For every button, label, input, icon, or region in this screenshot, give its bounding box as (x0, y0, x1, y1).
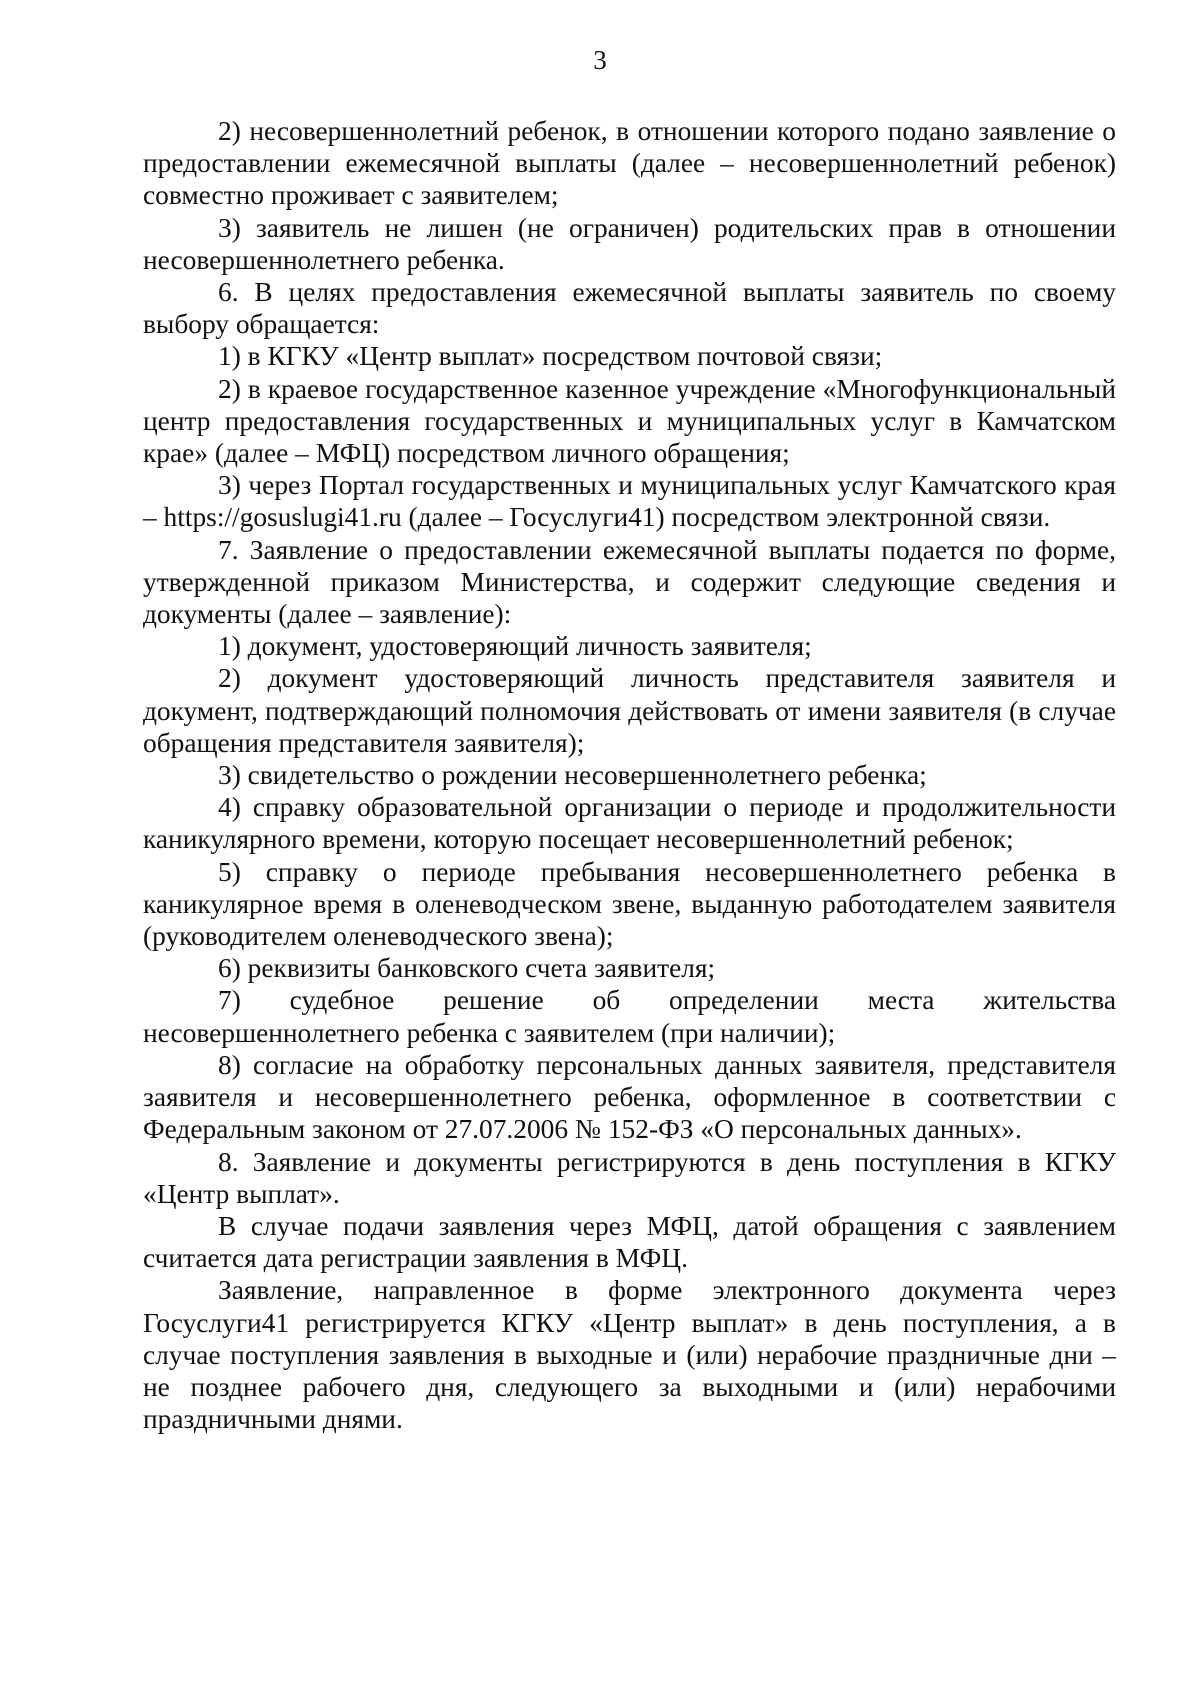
paragraph-item-3-parental-rights: 3) заявитель не лишен (не ограничен) родительских прав в отношении несовершеннолетнего ребенка. (143, 212, 1116, 275)
paragraph-section-7-item-8: 8) согласие на обработку персональных данных заявителя, представителя заявителя и несовершеннолетнего ребенка, оформленное в соответствии с Федеральным законом от 27.07.2006 № 152-ФЗ «О персональных данных». (143, 1049, 1116, 1145)
paragraph-section-7-item-4: 4) справку образовательной организации о периоде и продолжительности каникулярного времени, которую посещает несовершеннолетний ребенок; (143, 792, 1116, 855)
paragraph-section-7-item-6: 6) реквизиты банковского счета заявителя; (218, 953, 716, 984)
paragraph-section-7-item-7: 7) судебное решение об определении места жительства несовершеннолетнего ребенка с заявителем (при наличии); (143, 985, 1116, 1048)
paragraph-section-6-item-1: 1) в КГКУ «Центр выплат» посредством почтовой связи; (218, 341, 883, 372)
paragraph-section-7-item-1: 1) документ, удостоверяющий личность заявителя; (218, 631, 812, 662)
paragraph-section-7: 7. Заявление о предоставлении ежемесячной выплаты подается по форме, утвержденной приказом Министерства, и содержит следующие сведения и документы (далее – заявление): (143, 534, 1116, 630)
paragraph-item-2-cohabitation: 2) несовершеннолетний ребенок, в отношении которого подано заявление о предоставлении ежемесячной выплаты (далее – несовершеннолетний ребенок) совместно проживает с заявителем; (143, 116, 1116, 211)
paragraph-section-6: 6. В целях предоставления ежемесячной выплаты заявитель по своему выбору обращается: (143, 277, 1116, 340)
paragraph-section-6-item-3: 3) через Портал государственных и муниципальных услуг Камчатского края – https://gosuslugi41.ru (далее – Госуслуги41) посредством электронной связи. (143, 470, 1116, 533)
paragraph-section-7-item-2: 2) документ удостоверяющий личность представителя заявителя и документ, подтверждающий полномочия действовать от имени заявителя (в случае обращения представителя заявителя); (143, 663, 1116, 758)
paragraph-section-8: 8. Заявление и документы регистрируются в день поступления в КГКУ «Центр выплат». (143, 1146, 1116, 1209)
paragraph-section-7-item-3: 3) свидетельство о рождении несовершеннолетнего ребенка; (218, 760, 927, 791)
paragraph-section-7-item-5: 5) справку о периоде пребывания несовершеннолетнего ребенка в каникулярное время в оленеводческом звене, выданную работодателем заявителя (руководителем оленеводческого звена); (143, 856, 1116, 952)
paragraph-section-8-mfc: В случае подачи заявления через МФЦ, датой обращения с заявлением считается дата регистрации заявления в МФЦ. (143, 1210, 1116, 1274)
document-body (143, 115, 1116, 1435)
page-number: 3 (593, 45, 607, 75)
paragraph-section-6-item-2: 2) в краевое государственное казенное учреждение «Многофункциональный центр предоставления государственных и муниципальных услуг в Камчатском крае» (далее – МФЦ) посредством личного обращения; (143, 373, 1116, 469)
paragraph-section-8-electronic: Заявление, направленное в форме электронного документа через Госуслуги41 регистрируется КГКУ «Центр выплат» в день поступления, а в случае поступления заявления в выходные и (или) нерабочие праздничные дни – не позднее рабочего дня, следующего за выходными и (или) нерабочими праздничными днями. (143, 1275, 1116, 1435)
